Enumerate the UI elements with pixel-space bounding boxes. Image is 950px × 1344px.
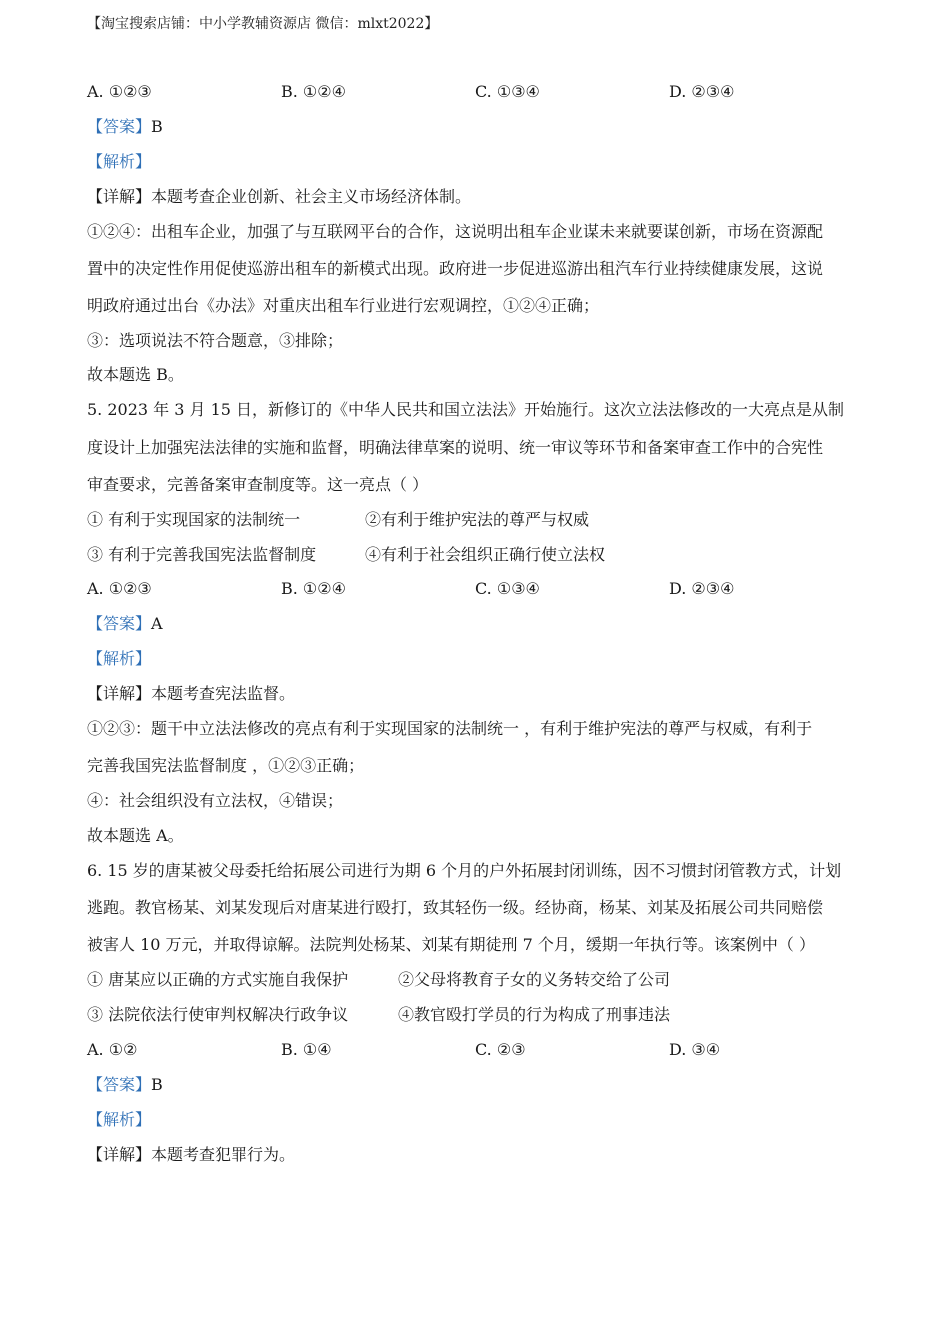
- answer-tag: 【答案】: [87, 117, 152, 136]
- q4-option-d: D. ②③④: [669, 82, 735, 101]
- q5-explain-line: 故本题选 A。: [87, 826, 184, 845]
- q6-answer: [87, 1074, 163, 1096]
- q6-stem-line: 6. 15 岁的唐某被父母委托给拓展公司进行为期 6 个月的户外拓展封闭训练，因不习惯封闭管教方式，计划: [87, 861, 842, 880]
- q6-stem-line: 逃跑。教官杨某、刘某发现后对唐某进行殴打，致其轻伤一级。经协商，杨某、刘某及拓展公司共同赔偿: [87, 898, 824, 917]
- answer-value: A: [151, 614, 163, 633]
- q5-option-c: C. ①③④: [475, 579, 540, 598]
- detail-text: 本题考查宪法监督。: [151, 684, 296, 703]
- q5-stem-line: 审查要求，完善备案审查制度等。这一亮点（ ）: [87, 475, 429, 494]
- q5-answer: [87, 613, 163, 635]
- q5-stem-line: 度设计上加强宪法法律的实施和监督，明确法律草案的说明、统一审议等环节和备案审查工作中的合宪性: [87, 438, 824, 457]
- q4-option-a: A. ①②③: [87, 82, 152, 101]
- q5-stem-line: 5. 2023 年 3 月 15 日，新修订的《中华人民共和国立法法》开始施行。这次立法法修改的一大亮点是从制: [87, 400, 845, 419]
- q6-item-2: ②父母将教育子女的义务转交给了公司: [398, 970, 671, 989]
- q5-option-d: D. ②③④: [669, 579, 735, 598]
- q6-item-4: ④教官殴打学员的行为构成了刑事违法: [398, 1005, 671, 1024]
- q5-option-b: B. ①②④: [281, 579, 346, 598]
- q4-option-b: B. ①②④: [281, 82, 346, 101]
- q5-explain-line: ④：社会组织没有立法权，④错误；: [87, 791, 344, 810]
- q4-answer: [87, 116, 163, 138]
- q5-item-1: ① 有利于实现国家的法制统一: [87, 510, 301, 529]
- detail-text: 本题考查企业创新、社会主义市场经济体制。: [151, 187, 472, 206]
- q5-explain-line: 完善我国宪法监督制度 ，①②③正确；: [87, 756, 365, 775]
- answer-tag: 【答案】: [87, 614, 152, 633]
- answer-value: B: [151, 1075, 163, 1094]
- detail-text: 本题考查犯罪行为。: [151, 1145, 296, 1164]
- detail-tag: 【详解】: [87, 684, 152, 703]
- q6-option-b: B. ①④: [281, 1040, 332, 1059]
- q5-item-4: ④有利于社会组织正确行使立法权: [365, 545, 606, 564]
- q5-option-a: A. ①②③: [87, 579, 152, 598]
- q6-item-3: ③ 法院依法行使审判权解决行政争议: [87, 1005, 349, 1024]
- q4-detail: [87, 186, 471, 208]
- q5-item-2: ②有利于维护宪法的尊严与权威: [365, 510, 590, 529]
- q6-stem-line: 被害人 10 万元，并取得谅解。法院判处杨某、刘某有期徒刑 7 个月，缓期一年执行等。该案例中（ ）: [87, 935, 815, 954]
- q6-option-c: C. ②③: [475, 1040, 526, 1059]
- q5-detail: [87, 683, 295, 705]
- q6-item-1: ① 唐某应以正确的方式实施自我保护: [87, 970, 349, 989]
- q6-analysis-tag: 【解析】: [87, 1110, 152, 1129]
- q4-explain-line: ③：选项说法不符合题意，③排除；: [87, 331, 344, 350]
- answer-tag: 【答案】: [87, 1075, 152, 1094]
- detail-tag: 【详解】: [87, 1145, 152, 1164]
- q6-option-d: D. ③④: [669, 1040, 721, 1059]
- q6-detail: [87, 1144, 295, 1166]
- q4-explain-line: 置中的决定性作用促使巡游出租车的新模式出现。政府进一步促进巡游出租汽车行业持续健康发展，这说: [87, 259, 824, 278]
- q6-option-a: A. ①②: [87, 1040, 138, 1059]
- q5-analysis-tag: 【解析】: [87, 649, 152, 668]
- q4-option-c: C. ①③④: [475, 82, 540, 101]
- page-header: 【淘宝搜索店铺：中小学教辅资源店 微信：mlxt2022】: [87, 16, 439, 32]
- detail-tag: 【详解】: [87, 187, 152, 206]
- q5-item-3: ③ 有利于完善我国宪法监督制度: [87, 545, 317, 564]
- q4-analysis-tag: 【解析】: [87, 152, 152, 171]
- q5-explain-line: ①②③：题干中立法法修改的亮点有利于实现国家的法制统一 ，有利于维护宪法的尊严与权威，有利于: [87, 719, 813, 738]
- q4-explain-line: 故本题选 B。: [87, 365, 184, 384]
- answer-value: B: [151, 117, 163, 136]
- q4-explain-line: 明政府通过出台《办法》对重庆出租车行业进行宏观调控，①②④正确；: [87, 296, 600, 315]
- q4-explain-line: ①②④：出租车企业，加强了与互联网平台的合作，这说明出租车企业谋未来就要谋创新，市场在资源配: [87, 222, 824, 241]
